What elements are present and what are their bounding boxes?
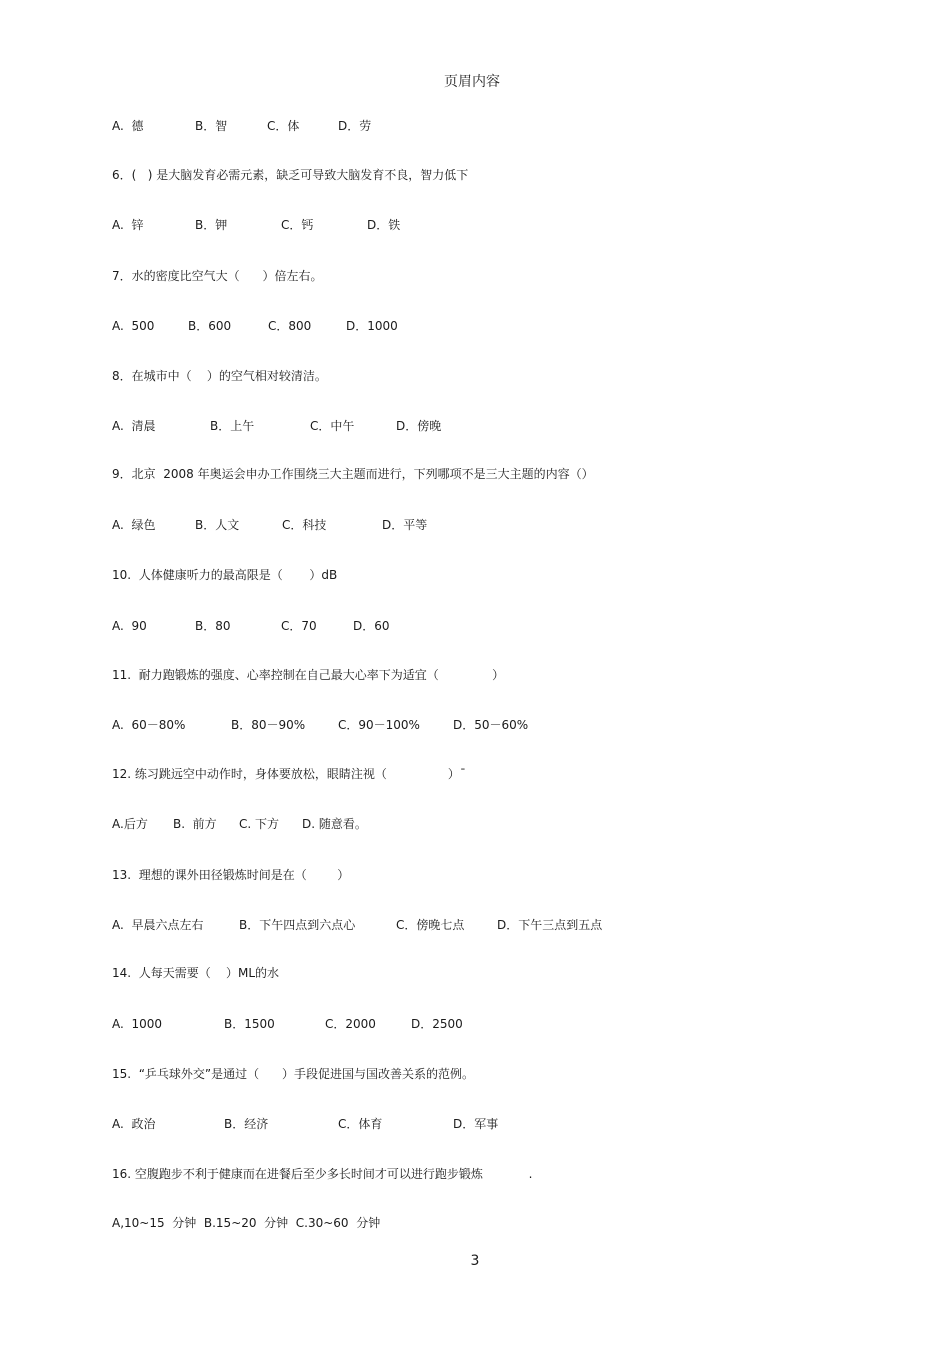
- question-q12: 12. 练习跳远空中动作时，身体要放松，眼睛注视（ ）¯: [112, 767, 466, 781]
- option-item: A. 60－80%: [112, 718, 186, 732]
- option-item: B．下午四点到六点心: [239, 918, 356, 932]
- option-item: A. 1000: [112, 1017, 162, 1031]
- options-q12-options: [112, 816, 872, 832]
- option-item: D. 随意看。: [302, 817, 367, 831]
- question-q9: 9．北京 2008 年奥运会申办工作围绕三大主题而进行，下列哪项不是三大主题的内容（）: [112, 467, 594, 481]
- page-number: 3: [470, 1253, 480, 1269]
- question-q11: 11. 耐力跑锻炼的强度、心率控制在自己最大心率下为适宜（ ）: [112, 668, 505, 682]
- option-item: D．傍晚: [396, 419, 442, 433]
- option-item: D．60: [353, 619, 390, 633]
- option-item: B. 前方: [173, 817, 217, 831]
- option-item: D．2500: [411, 1017, 463, 1031]
- option-item: C．90－100%: [338, 718, 420, 732]
- option-item: A. 锌: [112, 218, 144, 232]
- option-item: B．经济: [224, 1117, 269, 1131]
- option-item: B．80－90%: [231, 718, 306, 732]
- option-item: D．铁: [367, 218, 401, 232]
- option-item: B．80: [195, 619, 231, 633]
- option-item: C．800: [268, 319, 312, 333]
- option-item: D．平等: [382, 518, 428, 532]
- options-q5-options: [112, 118, 872, 134]
- options-q10-options: [112, 618, 872, 634]
- option-item: A,10~15 分钟 B.15~20 分钟 C.30~60 分钟: [112, 1216, 381, 1230]
- options-q9-options: [112, 517, 872, 533]
- options-q8-options: [112, 418, 872, 434]
- question-q13: 13. 理想的课外田径锻炼时间是在（ ）: [112, 868, 350, 882]
- options-q16-options: [112, 1215, 872, 1231]
- option-item: D．军事: [453, 1117, 499, 1131]
- option-item: A. 清晨: [112, 419, 156, 433]
- option-item: C．钙: [281, 218, 314, 232]
- option-item: B．上午: [210, 419, 255, 433]
- question-q10: 10. 人体健康听力的最高限是（ ）dB: [112, 568, 338, 582]
- option-item: D．劳: [338, 119, 372, 133]
- option-item: C．中午: [310, 419, 355, 433]
- question-q16: 16. 空腹跑步不利于健康而在进餐后至少多长时间才可以进行跑步锻炼 .: [112, 1167, 533, 1181]
- question-q7: 7．水的密度比空气大（ ）倍左右。: [112, 269, 323, 283]
- question-q6: 6．( ) 是大脑发育必需元素，缺乏可导致大脑发育不良，智力低下: [112, 168, 469, 182]
- question-q15: 15. “乒乓球外交”是通过（ ）手段促进国与国改善关系的范例。: [112, 1067, 475, 1081]
- option-item: B．1500: [224, 1017, 275, 1031]
- option-item: D．下午三点到五点: [497, 918, 603, 932]
- option-item: C．体育: [338, 1117, 383, 1131]
- question-q14: 14. 人每天需要（ ）ML的水: [112, 966, 280, 980]
- options-q15-options: [112, 1116, 872, 1132]
- option-item: B．600: [188, 319, 232, 333]
- option-item: C．科技: [282, 518, 327, 532]
- option-item: A. 政治: [112, 1117, 156, 1131]
- option-item: B．智: [195, 119, 228, 133]
- option-item: A.后方: [112, 817, 148, 831]
- options-q6-options: [112, 217, 872, 233]
- option-item: D．50－60%: [453, 718, 529, 732]
- options-q13-options: [112, 917, 872, 933]
- options-q7-options: [112, 318, 872, 334]
- option-item: A. 早晨六点左右: [112, 918, 204, 932]
- options-q11-options: [112, 717, 872, 733]
- options-q14-options: [112, 1016, 872, 1032]
- option-item: C. 下方: [239, 817, 280, 831]
- option-item: A. 绿色: [112, 518, 156, 532]
- option-item: C．体: [267, 119, 300, 133]
- question-q8: 8．在城市中（ ）的空气相对较清洁。: [112, 369, 327, 383]
- option-item: A. 90: [112, 619, 147, 633]
- option-item: C．傍晚七点: [396, 918, 465, 932]
- option-item: A. 德: [112, 119, 144, 133]
- option-item: C．70: [281, 619, 317, 633]
- option-item: B．钾: [195, 218, 228, 232]
- option-item: B．人文: [195, 518, 240, 532]
- option-item: C．2000: [325, 1017, 376, 1031]
- option-item: A. 500: [112, 319, 155, 333]
- option-item: D．1000: [346, 319, 398, 333]
- page-header: 页眉内容: [444, 74, 500, 90]
